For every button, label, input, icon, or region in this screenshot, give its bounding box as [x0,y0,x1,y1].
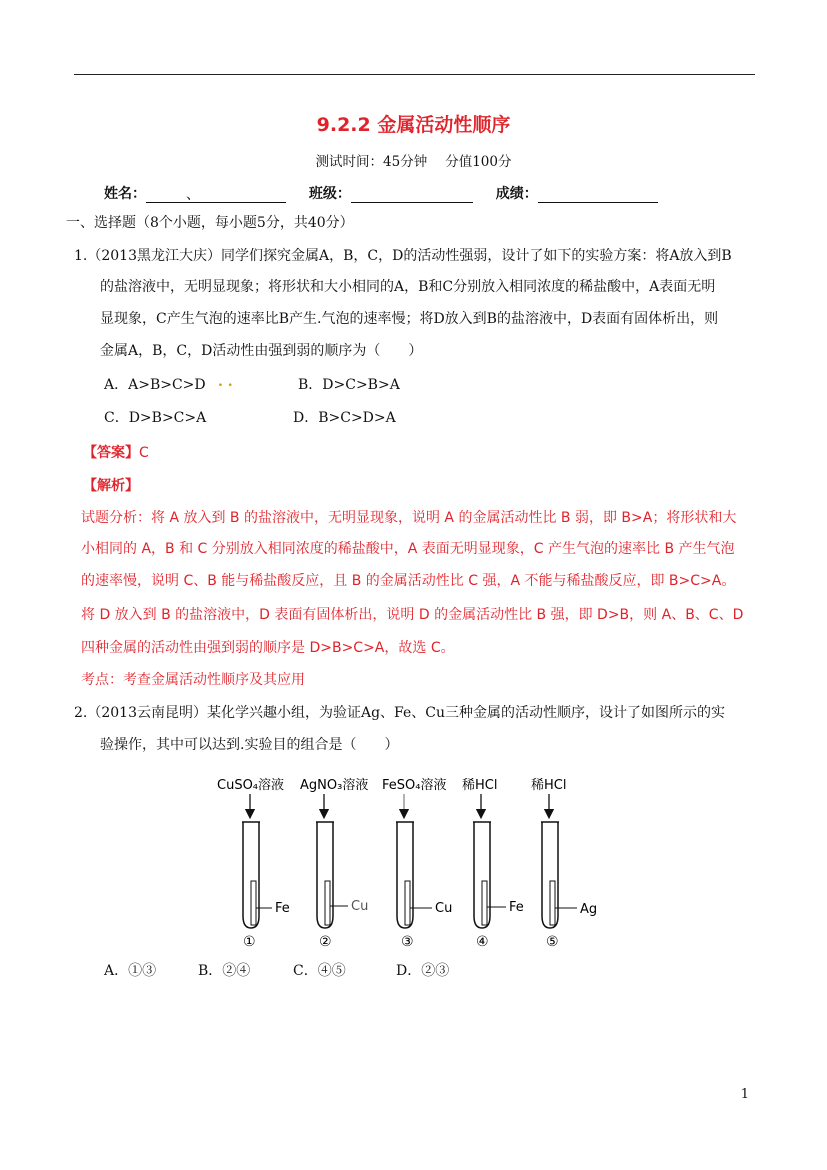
q1-option-c[interactable]: C．D>B>C>A [104,410,207,426]
test-meta [0,150,827,170]
tube-4-reagent: 稀HCl [462,778,498,793]
tube-5-reagent: 稀HCl [531,778,567,793]
q1-line-2: 的盐溶液中，无明显现象；将形状和大小相同的A，B和C分别放入相同浓度的稀盐酸中，A表面无明 [100,279,716,295]
q2-line-2: 验操作，其中可以达到.实验目的组合是（ ） [100,737,399,753]
kaodian: 考点：考查金属活动性顺序及其应用 [81,672,305,688]
tube-2 [300,777,368,950]
analysis-line-5: 四种金属的活动性由强到弱的顺序是 D>B>C>A，故选 C。 [81,640,455,656]
tube-4-metal: Fe [509,900,524,915]
analysis-label: 【解析】 [83,478,139,494]
answer-label: 【答案】 [83,445,139,461]
tube-5 [531,777,597,950]
tube-4 [462,777,524,950]
test-time: 测试时间：45分钟 [315,154,428,170]
tube-3-metal: Cu [435,901,453,916]
analysis-line-2: 小相同的 A，B 和 C 分别放入相同浓度的稀盐酸中，A 表面无明显现象，C 产生气泡的速率比 B 产生气泡 [81,541,735,557]
class-blank[interactable] [351,188,473,203]
q1-option-d[interactable]: D．B>C>D>A [293,410,396,426]
tube-2-reagent: AgNO₃溶液 [300,778,369,793]
tube-5-num: ⑤ [546,934,559,950]
analysis-line-4: 将 D 放入到 B 的盐溶液中，D 表面有固体析出，说明 D 的金属活动性比 B 强，即 D>B，则 A、B、C、D [81,607,744,623]
answer-value: C [139,445,149,461]
tube-3-num: ③ [401,934,414,950]
class-field[interactable]: 班级： [309,183,473,203]
analysis-line-3: 的速率慢，说明 C、B 能与稀盐酸反应，且 B 的金属活动性比 C 强，A 不能与稀盐酸反应，即 B>C>A。 [81,573,736,589]
tube-5-metal: Ag [580,902,598,917]
q2-option-d[interactable]: D．②③ [396,963,450,979]
q2-option-b[interactable]: B．②④ [198,963,251,979]
page-title: 9.2.2 金属活动性顺序 [316,114,511,136]
tube-1 [217,777,290,950]
student-fields [104,183,676,203]
tube-4-num: ④ [476,934,489,950]
test-tubes-figure [200,768,620,953]
tube-2-num: ② [319,934,332,950]
tube-1-metal: Fe [275,901,290,916]
analysis-line-1: 试题分析：将 A 放入到 B 的盐溶液中，无明显现象，说明 A 的金属活动性比 B 弱，即 B>A；将形状和大 [81,510,737,526]
q1-line-3: 显现象，C产生气泡的速率比B产生.气泡的速率慢；将D放入到B的盐溶液中，D表面有固体析出，则 [100,311,719,327]
grade-blank[interactable] [538,188,658,203]
test-score: 分值100分 [445,154,512,170]
tube-3-reagent: FeSO₄溶液 [382,778,447,793]
q2-option-c[interactable]: C．④⑤ [293,963,346,979]
tube-1-reagent: CuSO₄溶液 [217,778,285,793]
q1-line-4: 金属A，B，C，D活动性由强到弱的顺序为（ ） [100,343,423,359]
q1-line-1: 1.（2013黑龙江大庆）同学们探究金属A，B，C，D的活动性强弱，设计了如下的实验方案：将A放入到B [74,248,732,264]
q1-option-a-mark: . . [218,374,233,390]
q2-line-1: 2.（2013云南昆明）某化学兴趣小组，为验证Ag、Fe、Cu三种金属的活动性顺序，设计了如图所示的实 [74,705,726,721]
tube-1-num: ① [243,934,256,950]
q1-answer [83,442,149,462]
q1-option-b[interactable]: B．D>C>B>A [298,377,400,393]
name-blank-mark: 、 [186,187,200,203]
header-rule [74,74,755,75]
grade-field[interactable]: 成绩： [496,183,658,203]
name-blank[interactable] [146,188,286,203]
q2-option-a[interactable]: A．①③ [104,963,157,979]
section-heading: 一、选择题（8个小题，每小题5分，共40分） [66,215,354,231]
tube-3 [382,777,452,950]
name-field[interactable]: 姓名： 、 [104,183,286,203]
q1-option-a[interactable]: A．A>B>C>D [104,377,206,393]
page-number: 1 [740,1087,749,1102]
tube-2-metal: Cu [351,899,369,914]
